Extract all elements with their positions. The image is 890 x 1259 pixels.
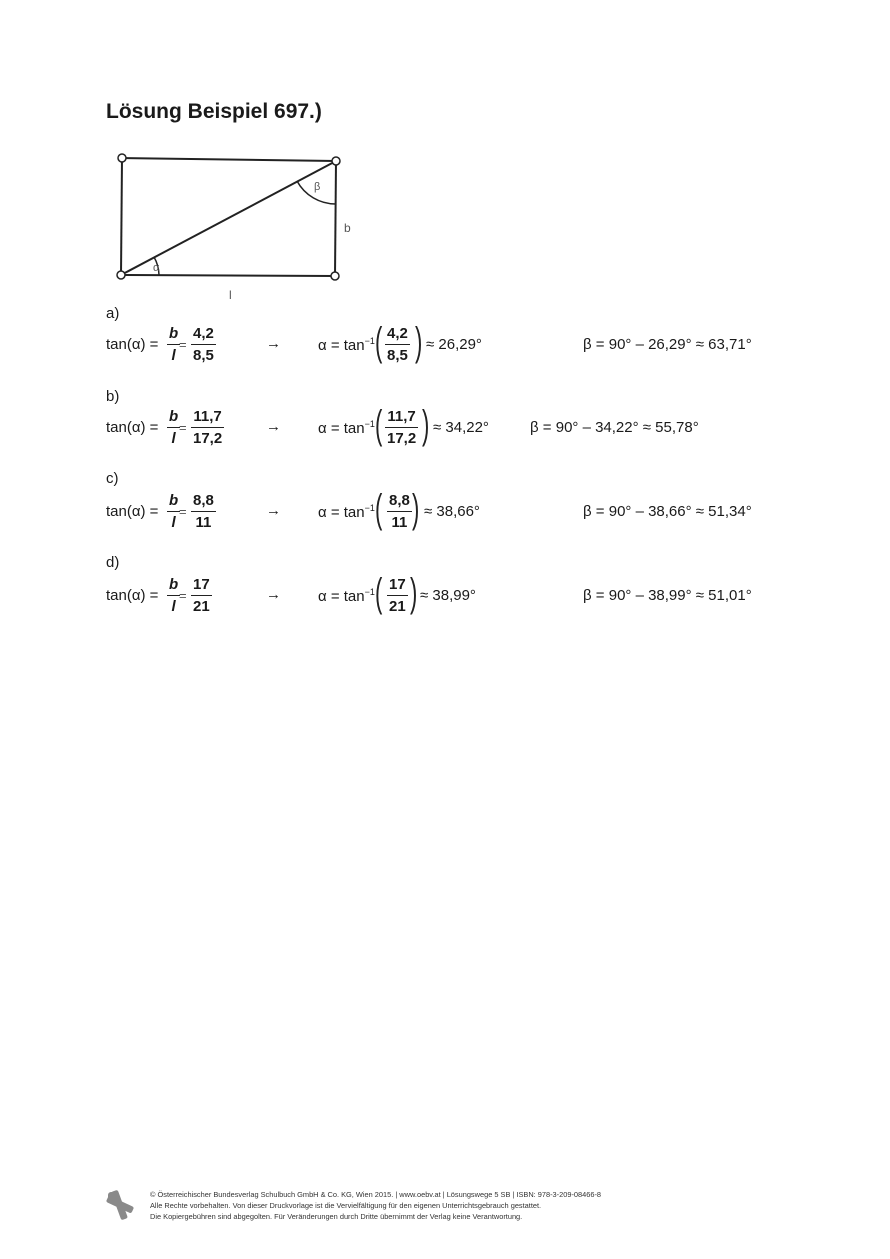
part-label-c: c) — [106, 470, 119, 487]
angle-beta-label: β — [314, 181, 321, 193]
denominator-l: l — [171, 347, 176, 364]
equals-sign: = — [179, 588, 187, 603]
alpha-result: ≈ 38,99° — [420, 587, 476, 604]
page-title: Lösung Beispiel 697.) — [106, 100, 322, 123]
angle-alpha-label: α — [153, 262, 160, 274]
b-over-l-fraction: b l — [169, 576, 179, 615]
alpha-formula: $\alpha = \tan^{-1}$ — [318, 336, 375, 354]
alpha-result: ≈ 34,22° — [433, 419, 489, 436]
b-over-l-fraction: b l — [169, 492, 179, 531]
arrow-icon: → — [266, 418, 281, 435]
alpha-formula: $\alpha = \tan^{-1}$ — [318, 587, 375, 605]
oebv-logo-icon — [104, 1188, 136, 1222]
b-over-l-fraction: b l — [169, 408, 179, 447]
equals-sign: = — [179, 420, 187, 435]
value-fraction — [191, 324, 216, 365]
solution-row-b: tan(α) = b l = 11,7 17,2 → $\alpha = \tan^{-1}$ ( 11,7 17,2 ) ≈ 34,22° β = 90° – 34,22° ≈ 55,78° — [106, 403, 699, 447]
value-fraction: 17 21 — [193, 576, 210, 615]
solution-row-d: tan(α) = b l = 17 21 → $\alpha = \tan^{-1}$ ( 17 21 ) ≈ 38,99° β = 90° – 38,99° ≈ 51,01° — [106, 571, 752, 615]
tan-lhs: tan(α) = — [106, 336, 159, 353]
beta-result: β = 90° – 34,22° ≈ 55,78° — [530, 419, 699, 436]
alpha-fraction: 4,2 8,5 — [387, 325, 408, 364]
side-b-label: b — [344, 221, 351, 235]
part-label-a: a) — [106, 305, 120, 322]
alpha-fraction: 8,8 11 — [389, 492, 410, 531]
part-label-b: b) — [106, 388, 120, 405]
footer-line-3: Die Kopiergebühren sind abgegolten. Für Veränderungen durch Dritte übernimmt der Verlag keine Verantwortung. — [150, 1212, 523, 1221]
beta-result: β = 90° – 26,29° ≈ 63,71° — [583, 336, 752, 353]
alpha-fraction: 11,7 17,2 — [387, 408, 417, 447]
solution-row-c: tan(α) = b l = 8,8 11 → $\alpha = \tan^{-1}$ ( 8,8 11 ) ≈ 38,66° β = 90° – 38,66° ≈ 51,34° — [106, 487, 752, 531]
value-fraction: 8,8 11 — [193, 492, 214, 531]
side-l-label: l — [229, 288, 232, 300]
equals-sign: = — [179, 504, 187, 519]
denominator-value: 8,5 — [193, 347, 214, 364]
footer-copyright — [150, 1189, 601, 1222]
arrow-icon: → — [266, 335, 281, 352]
alpha-formula: $\alpha = \tan^{-1}$ — [318, 419, 375, 437]
alpha-result: ≈ 26,29° — [426, 336, 482, 353]
tan-lhs: tan(α) = — [106, 419, 159, 436]
equals-sign: = — [179, 337, 187, 352]
solution-row-a: tan(α) = b l = 4,2 8,5 → $\alpha = \tan^{-1}$ ( 4,2 8,5 ) ≈ 26,29° β = 90° – 26,29° ≈ 63,71° — [106, 320, 752, 364]
beta-result: β = 90° – 38,66° ≈ 51,34° — [583, 503, 752, 520]
arrow-icon: → — [266, 586, 281, 603]
tan-lhs: tan(α) = — [106, 587, 159, 604]
footer-line-1: © Österreichischer Bundesverlag Schulbuch GmbH & Co. KG, Wien 2015. | www.oebv.at | Lösungswege 5 SB | ISBN: 978-3-209-08466-8 — [150, 1190, 602, 1199]
footer-line-2: Alle Rechte vorbehalten. Von dieser Druckvorlage ist die Vervielfältigung für den eigenen Unterrichtsgebrauch gestattet. — [150, 1201, 542, 1210]
alpha-formula: $\alpha = \tan^{-1}$ — [318, 503, 375, 521]
value-fraction: 11,7 17,2 — [193, 408, 223, 447]
numerator-value: 4,2 — [193, 325, 214, 342]
numerator-b: b — [169, 325, 179, 342]
alpha-result: ≈ 38,66° — [424, 503, 480, 520]
part-label-d: d) — [106, 554, 120, 571]
tan-lhs: tan(α) = — [106, 503, 159, 520]
beta-result: β = 90° – 38,99° ≈ 51,01° — [583, 587, 752, 604]
arrow-icon: → — [266, 502, 281, 519]
alpha-fraction: 17 21 — [389, 576, 406, 615]
rectangle-diagram — [112, 150, 352, 300]
